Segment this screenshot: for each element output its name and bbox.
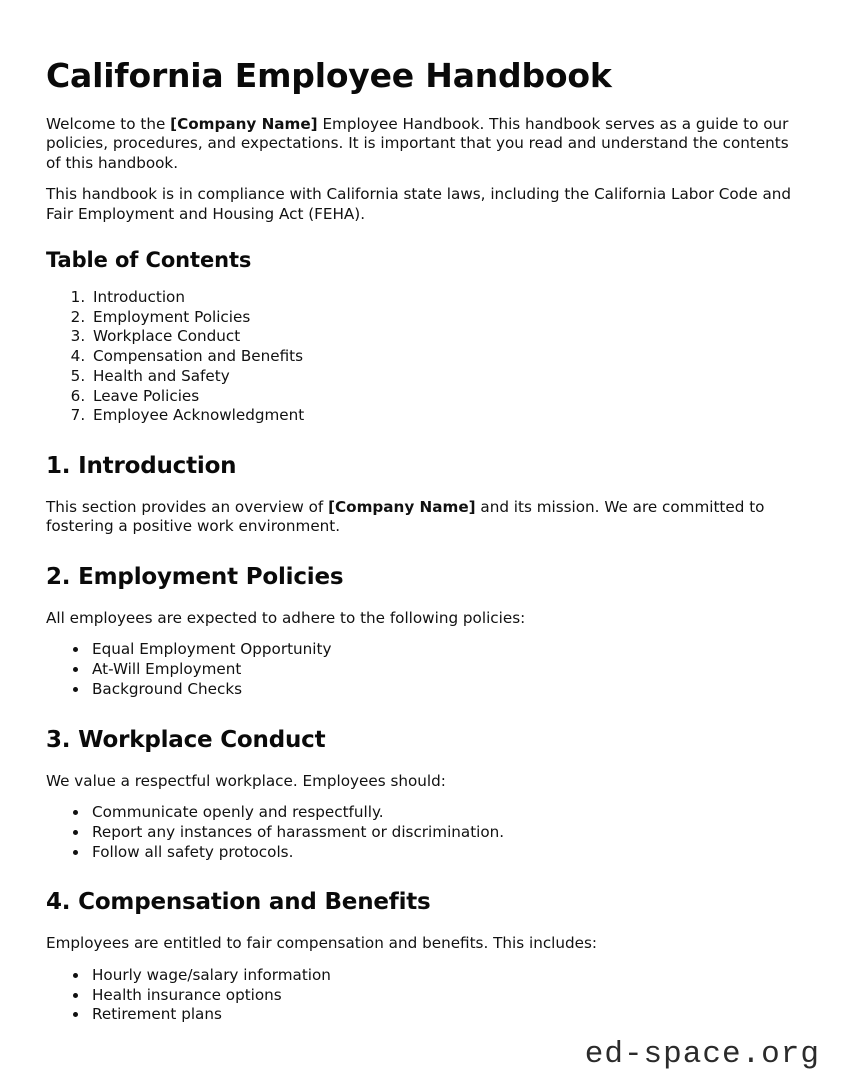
spacer: [46, 426, 798, 451]
spacer: [46, 862, 798, 887]
spacer: [46, 537, 798, 562]
list-item[interactable]: 7. Employee Acknowledgment: [90, 406, 798, 426]
table-of-contents-heading: Table of Contents: [46, 248, 252, 273]
bullet-list-workplace-conduct: [46, 803, 798, 862]
spacer: [46, 224, 798, 246]
section-paragraph-compensation-and-benefits: Employees are entitled to fair compensation and benefits. This includes:: [46, 934, 598, 953]
company-name-placeholder: [Company Name]: [328, 497, 476, 516]
section-paragraph-before: This section provides an overview of: [46, 497, 329, 516]
section-paragraph-workplace-conduct: We value a respectful workplace. Employees should:: [46, 771, 446, 790]
list-item: • Hourly wage/salary information: [89, 966, 798, 986]
page-title: California Employee Handbook: [46, 56, 612, 95]
section-heading-compensation-and-benefits: 4. Compensation and Benefits: [46, 889, 431, 916]
spacer: [46, 755, 798, 772]
list-item: • Equal Employment Opportunity: [89, 640, 798, 660]
list-item[interactable]: 3. Workplace Conduct: [90, 327, 798, 347]
spacer: [46, 791, 798, 803]
list-item[interactable]: 1. Introduction: [90, 288, 798, 308]
list-item[interactable]: 6. Leave Policies: [90, 387, 798, 407]
list-item: • Follow all safety protocols.: [89, 843, 798, 863]
spacer: [46, 481, 798, 498]
spacer: [46, 917, 798, 934]
list-item: • Health insurance options: [89, 986, 798, 1006]
section-heading-employment-policies: 2. Employment Policies: [46, 563, 344, 590]
spacer: [46, 954, 798, 966]
intro-paragraph-2: This handbook is in compliance with California state laws, including the California Labor Code and Fair Employment and Housing Act (FEHA).: [46, 185, 792, 223]
bullet-list-employment-policies: [46, 640, 798, 699]
bullet-list-compensation-and-benefits: [46, 966, 798, 1025]
intro-paragraph-1-after: Employee Handbook. This handbook serves as a guide to our policies, procedures, and expectations. It is important that you read and understand the contents of this handbook.: [46, 115, 789, 172]
intro-paragraph-1: [46, 115, 798, 173]
intro-paragraph-1-before: Welcome to the: [46, 115, 171, 133]
spacer: [46, 700, 798, 725]
list-item[interactable]: 2. Employment Policies: [90, 308, 798, 328]
watermark: ed-space.org: [584, 1037, 820, 1072]
spacer: [46, 173, 798, 185]
section-heading-introduction: 1. Introduction: [46, 452, 237, 479]
spacer: [46, 274, 798, 288]
list-item: • Communicate openly and respectfully.: [89, 803, 798, 823]
section-heading-workplace-conduct: 3. Workplace Conduct: [46, 726, 326, 753]
spacer: [46, 628, 798, 640]
section-paragraph-after: and its mission. We are committed to fostering a positive work environment.: [46, 497, 765, 536]
section-paragraph-employment-policies: All employees are expected to adhere to the following policies:: [46, 608, 526, 627]
list-item[interactable]: 5. Health and Safety: [90, 367, 798, 387]
list-item: • At-Will Employment: [89, 660, 798, 680]
list-item: • Report any instances of harassment or discrimination.: [89, 823, 798, 843]
list-item: • Background Checks: [89, 680, 798, 700]
spacer: [46, 592, 798, 609]
spacer: [46, 97, 798, 115]
section-paragraph-introduction: [46, 498, 798, 537]
company-name-placeholder: [Company Name]: [170, 115, 318, 133]
list-item[interactable]: 4. Compensation and Benefits: [90, 347, 798, 367]
list-item: • Retirement plans: [89, 1005, 798, 1025]
table-of-contents-list: [46, 288, 798, 426]
